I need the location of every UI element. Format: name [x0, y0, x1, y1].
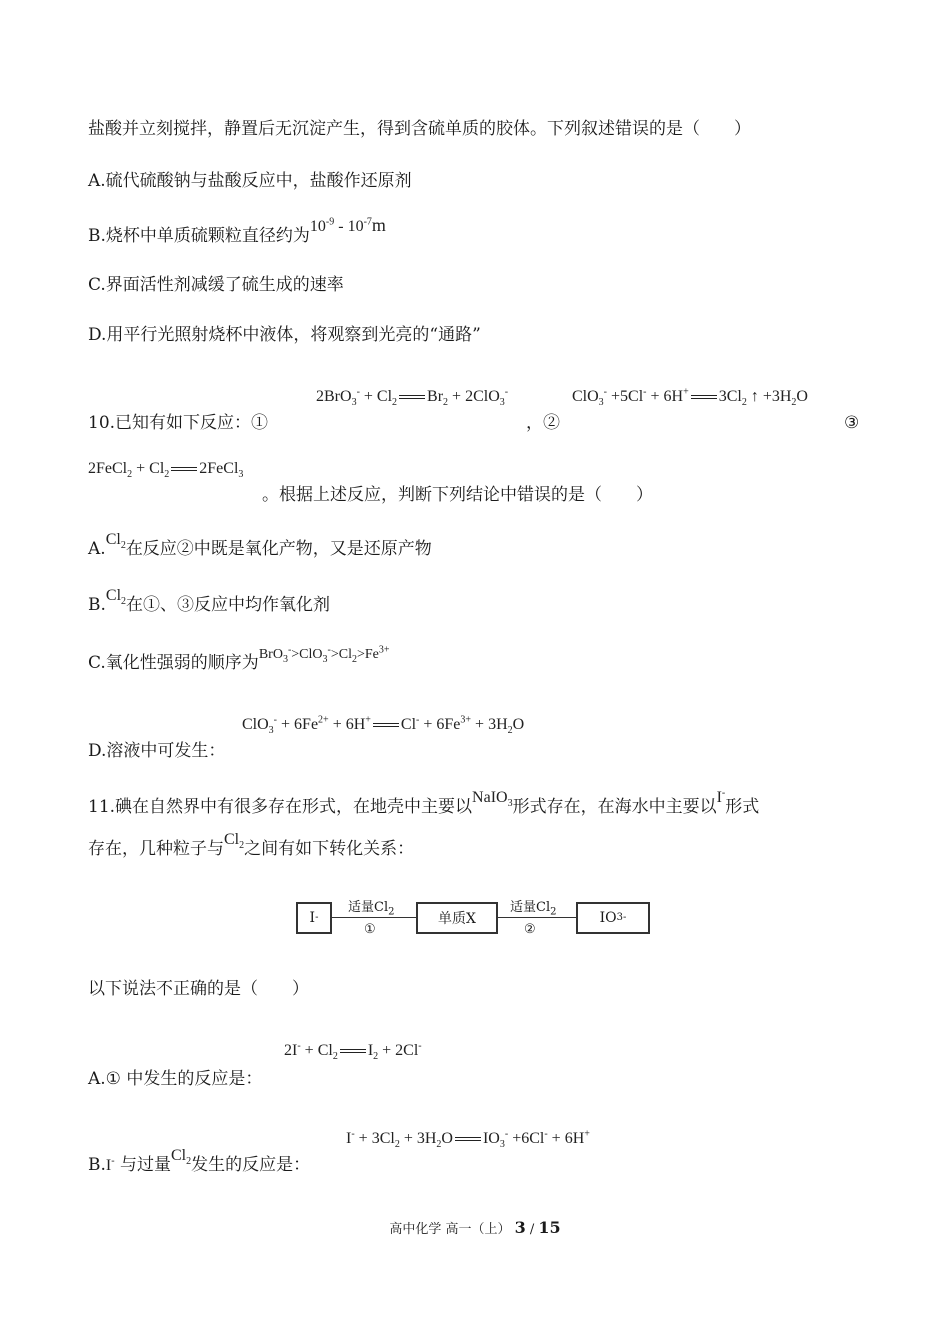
q10-option-c: C.氧化性强弱的顺序为$^{BrO_3^->ClO_3^->Cl_2>Fe^{3+}}$: [88, 644, 390, 673]
q10-sep-2: ，②: [526, 413, 560, 433]
q11-option-a: A.① 中发生的反应是：: [88, 1069, 263, 1089]
diagram-arrow-2-label: 适量$Cl_2$: [510, 900, 557, 918]
q11-conversion-diagram: [296, 896, 652, 942]
q9-stem-tail: 盐酸并立刻搅拌，静置后无沉淀产生，得到含硫单质的胶体。下列叙述错误的是（ ）: [88, 119, 751, 139]
page-number: 3: [514, 1218, 526, 1237]
q11-stem-line-1: 11.碘在自然界中有很多存在形式，在地壳中主要以NaIO$_3$形式存在，在海水中主要以I-形式: [88, 787, 760, 817]
q11-option-b: B.I- 与过量$Cl_2$发生的反应是：: [88, 1147, 311, 1175]
q11-option-b-formula: $I^- + 3Cl_2 + 3H_2O$ $IO_3^- +6Cl^- + 6H^+$: [346, 1128, 590, 1151]
q10-reaction-3: 2FeCl$_2$ + $Cl_2$ 2FeCl$_3$: [88, 460, 244, 481]
q11-ask: 以下说法不正确的是（ ）: [88, 979, 309, 999]
diagram-arrow-1-label: 适量$Cl_2$: [348, 900, 395, 918]
q9-option-c: C.界面活性剂减缓了硫生成的速率: [88, 275, 344, 295]
q10-stem: 10.已知有如下反应：①: [88, 413, 269, 433]
diagram-box-iodate: IO 3 -: [576, 902, 650, 934]
q10-reaction-1: $2BrO_3^- + Cl_2$ $Br_2 + 2ClO_3^-$: [316, 386, 509, 409]
diagram-arrow-2-step: ②: [524, 922, 536, 937]
page-total: 15: [538, 1218, 561, 1237]
diagram-arrow-1-step: ①: [364, 922, 376, 937]
diagram-arrow-2: [498, 917, 576, 918]
q9-option-b: B.烧杯中单质硫颗粒直径约为$10^{-9} - 10^{-7}m$: [88, 215, 386, 246]
q10-option-d: D.溶液中可发生：: [88, 741, 226, 761]
q10-option-a: $A.Cl_2$在反应②中既是氧化产物，又是还原产物: [88, 531, 432, 559]
q10-mark-3: ③: [844, 413, 860, 433]
q10-reaction-2: ClO$_3$- +5Cl- + 6H+ $3Cl_2$ ↑ $+3H_2O$: [572, 386, 808, 409]
q9-option-a: A.硫代硫酸钠与盐酸反应中，盐酸作还原剂: [88, 171, 412, 191]
diagram-arrow-1: [332, 917, 416, 918]
footer-label: 高中化学 高一（上）: [389, 1222, 511, 1237]
q11-option-a-formula: $2I^- + Cl_2$ $I_2 + 2Cl^-$: [284, 1040, 422, 1063]
q11-stem-line-2: 存在，几种粒子与$Cl_2$之间有如下转化关系：: [88, 831, 415, 859]
q10-option-b: $B.Cl_2$在①、③反应中均作氧化剂: [88, 587, 331, 615]
diagram-box-element-x: 单质X: [416, 902, 498, 934]
page-sep: /: [525, 1222, 539, 1237]
q10-option-d-formula: $ClO_3^- + 6Fe^{2+} + 6H^+$ $Cl^- + 6Fe^{3+} + 3H_2O$: [242, 714, 525, 737]
q9-option-d: D.用平行光照射烧杯中液体，将观察到光亮的“通路”: [88, 325, 481, 345]
diagram-box-iodide: I -: [296, 902, 332, 934]
page-footer: [0, 1218, 950, 1237]
q10-stem-tail: 。根据上述反应，判断下列结论中错误的是（ ）: [262, 485, 653, 505]
